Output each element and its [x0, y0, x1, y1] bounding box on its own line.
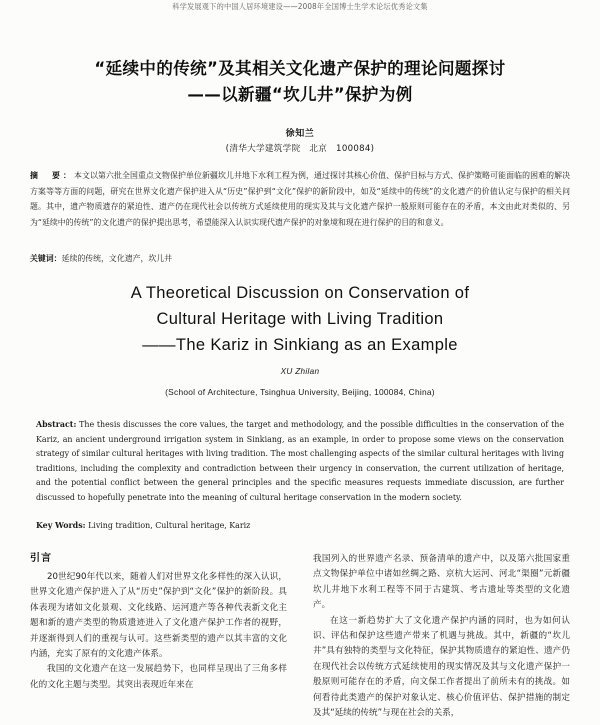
english-author-name: XU Zhilan	[280, 367, 320, 376]
english-keywords	[36, 519, 564, 534]
english-title-line-3: ——The Kariz in Sinkiang as an Example	[142, 336, 458, 354]
english-title-block	[0, 280, 600, 358]
chinese-title-block	[0, 58, 600, 108]
chinese-abstract-label: 摘 要：	[30, 171, 75, 180]
chinese-keywords	[30, 252, 570, 266]
body-paragraph: 在这一新趋势扩大了文化遗产保护内涵的同时，也为如何认识、评估和保护这些遗产带来了机遇与挑战。其中，新疆的“坎儿井”具有独特的类型与文化特征，保护其物质遗存的紧迫性、遗产仍在现代社会以传统方式延续使用的现实情况及其与文化遗产保护一般原则可能存在的矛盾，向文保工作者提出了前所未有的挑战。如何看待此类遗产的保护对象认定、核心价值评估、保护措施的制定及其“延续的传统”与现在社会的关系，	[313, 615, 570, 719]
chinese-author-affiliation: (清华大学建筑学院 北京 100084)	[225, 144, 375, 154]
chinese-title-line-2: ——以新疆“坎儿井”保护为例	[187, 85, 413, 105]
chinese-title-line-1: “延续中的传统”及其相关文化遗产保护的理论问题探讨	[94, 59, 506, 78]
body-paragraph: 20世纪90年代以来，随着人们对世界文化多样性的深入认识，世界文化遗产保护进入了从“历史”保护到“文化”保护的新阶段。具体表现为诸如文化景观、文化线路、运河遗产等各种代表新文化主题和新的遗产类型的物质遗迹进入了文化遗产保护工作者的视野，并逐渐得到人们的重视与认可。这些新类型的遗产以其丰富的文化内涵，充实了原有的文化遗产体系。	[30, 572, 287, 660]
body-two-column-layout	[30, 552, 570, 725]
body-paragraph: 我国列入的世界遗产名录、预备清单的遗产中，以及第六批国家重点文物保护单位中诸如丝绸之路、京杭大运河、河北“渠圈”元新疆坎儿井地下水利工程等不同于古建筑、考古遗址等类型的文化遗产。	[313, 554, 570, 611]
english-keywords-text: Living tradition, Cultural heritage, Kariz	[88, 521, 251, 530]
chinese-abstract-text: 本文以第六批全国重点文物保护单位新疆坎儿井地下水利工程为例，通过探讨其核心价值、保护目标与方式、保护策略可能面临的困难的解决方案等等方面的问题，研究在世界文化遗产保护进入从“历史”保护到“文化”保护的新阶段中，如及“延续中的传统”的文化遗产的价值认定与保护的相关问题。其中，遗产物质遗存的紧迫性、遗产仍在现代社会以传统方式延续使用的现实及其与文化遗产保护一般原则可能存在的矛盾，本文由此对类似的、另为“延续中的传统”的文化遗产的保护提出思考，希望能深入认识实现代遗产保护的对象境和现在进行保护的目的和意义。	[30, 171, 570, 227]
english-author-affiliation: (School of Architecture, Tsinghua University, Beijing, 100084, China)	[165, 387, 435, 397]
body-paragraph: 我国的文化遗产在这一发展趋势下，也同样呈现出了三角多样化的文化主题与类型。其突出表现近年来在	[30, 664, 287, 690]
chinese-author-name: 徐知兰	[285, 129, 315, 139]
english-abstract-label: Abstract:	[36, 420, 77, 429]
chinese-keywords-text: 延续的传统，文化遗产，坎儿井	[61, 254, 173, 263]
chinese-keywords-label: 关键词：	[30, 254, 62, 263]
english-title-line-2: Cultural Heritage with Living Tradition	[156, 310, 444, 328]
english-abstract-text: The thesis discusses the core values, the target and methodology, and the possible difficulties in the conservation of the Kariz, an ancient underground irrigation system in Sinkiang, as an example, in order to propose some views on the conservation strategy of similar cultural heritages with living tradition. The most challenging aspects of the similar cultural heritages with living traditions, including the complexity and contradiction between their urgency in conservation, the current utilization of heritage, and the potential conflict between the general principles and the specific measures requests immediate discussion, are further discussed to hopefully penetrate into the meaning of cultural heritage conservation in the modern society.	[36, 420, 564, 502]
english-keywords-label: Key Words:	[36, 521, 86, 530]
chinese-abstract	[30, 168, 570, 230]
english-title-line-1: A Theoretical Discussion on Conservation of	[130, 284, 470, 302]
running-header: 科学发展观下的中国人居环境建设——2008年全国博士生学术论坛优秀论文集	[172, 1, 428, 12]
english-abstract	[36, 418, 564, 506]
body-column-right	[313, 552, 570, 725]
body-column-left	[30, 552, 287, 725]
section-heading-introduction: 引言	[30, 553, 52, 564]
